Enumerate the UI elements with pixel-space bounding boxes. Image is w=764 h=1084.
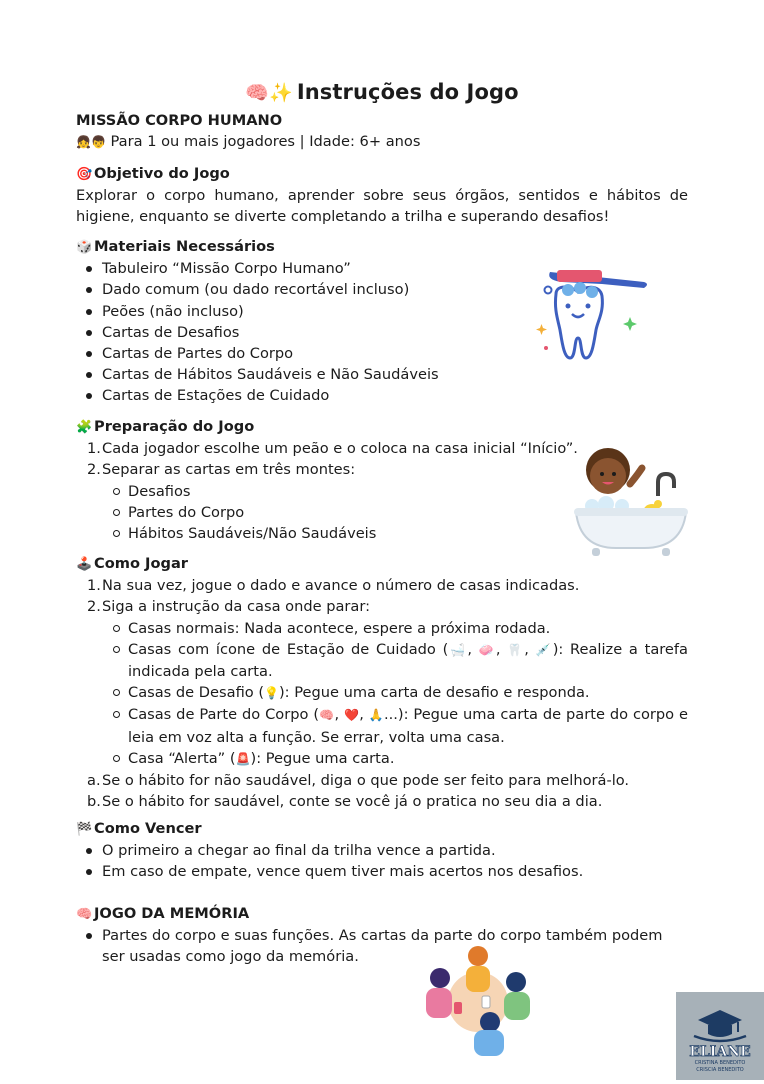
list-item: Casa “Alerta” (🚨): Pegue uma carta. [76,748,688,770]
memory-list [76,925,688,967]
lightbulb-icon: 💡 [264,686,279,701]
list-item: Casas normais: Nada acontece, espere a próxima rodada. [76,618,688,639]
list-item: Cartas de Partes do Corpo [76,343,546,364]
objective-text: Explorar o corpo humano, aprender sobre seus órgãos, sentidos e hábitos de higiene, enquanto se diverte completando a trilha e superando desafios! [76,187,688,226]
bathtub-icon: 🛁 [448,642,468,657]
tooth-icon: 🦷 [507,642,525,657]
list-item: 1. Na sua vez, jogue o dado e avance o número de casas indicadas. [87,577,580,595]
materials-heading: 🎲 Materiais Necessários [76,236,546,258]
memory-section [76,903,688,968]
players-info: 👧👦 Para 1 ou mais jogadores | Idade: 6+ anos [76,133,421,151]
objective-section [76,163,688,228]
graduation-cap-icon [676,992,764,1080]
how-to-play-section [76,553,688,812]
list-item: Dado comum (ou dado recortável incluso) [76,279,546,300]
list-item: Em caso de empate, vence quem tiver mais acertos nos desafios. [76,861,688,882]
list-item: 2. Separar as cartas em três montes: [87,461,356,479]
logo-line-2: CRISCIA BENEDITO [696,1067,744,1073]
author-logo [676,992,764,1080]
list-item: 1. Cada jogador escolhe um peão e o coloca na casa inicial “Início”. [87,440,578,458]
puzzle-icon: 🧩 [76,420,93,435]
logo-name: ELIANE [689,1044,751,1060]
list-item: Peões (não incluso) [76,301,546,322]
kids-group-illustration [418,942,538,1062]
list-item: 2. Siga a instrução da casa onde parar: [87,598,371,616]
play-steps [76,575,688,617]
win-heading: 🏁 Como Vencer [76,818,688,840]
alert-light-icon: 🚨 [235,751,251,766]
list-item: b. Se o hábito for saudável, conte se você já o pratica no seu dia a dia. [87,793,603,811]
checkered-flag-icon: 🏁 [76,822,93,837]
brain-icon: 🧠 [319,708,335,723]
materials-section [76,236,546,407]
list-item: Cartas de Hábitos Saudáveis e Não Saudáveis [76,364,546,385]
list-item: a. Se o hábito for não saudável, diga o que pode ser feito para melhorá-lo. [87,772,630,790]
list-item: Casas de Parte do Corpo (🧠, ❤️, 🙏...): Pegue uma carta de parte do corpo e leia em voz alta a função. Se errar, volta uma casa. [76,704,688,747]
cases-list [76,618,688,770]
list-item: Cartas de Desafios [76,322,546,343]
list-item: O primeiro a chegar ao final da trilha vence a partida. [76,840,688,861]
list-item: Cartas de Estações de Cuidado [76,385,546,406]
mission-heading: MISSÃO CORPO HUMANO [76,112,283,129]
baby-bath-illustration [572,444,690,560]
brain-sparkles-icon: 🧠✨ [245,82,293,104]
habits-list [76,770,688,812]
list-item: Partes do Corpo [76,502,688,523]
list-item: Desafios [76,481,688,502]
tooth-toothbrush-illustration [532,262,660,374]
hands-icon: 🙏 [368,708,384,723]
page-title: 🧠✨ Instruções do Jogo [245,80,519,104]
memory-heading: 🧠 JOGO DA MEMÓRIA [76,903,688,925]
materials-list [76,258,546,406]
heart-icon: ❤️ [344,708,360,723]
soap-icon: 🧼 [478,642,496,657]
list-item: Tabuleiro “Missão Corpo Humano” [76,258,546,279]
children-icon: 👧👦 [76,135,106,150]
list-item: Partes do corpo e suas funções. As cartas da parte do corpo também podem ser usadas como jogo da memória. [76,925,688,967]
syringe-icon: 💉 [535,642,553,657]
win-list [76,840,688,882]
win-section [76,818,688,883]
objective-heading: 🎯 Objetivo do Jogo [76,163,688,185]
brain-icon: 🧠 [76,907,93,922]
list-item: Hábitos Saudáveis/Não Saudáveis [76,523,688,544]
mission-section [76,110,688,153]
dice-icon: 🎲 [76,240,93,255]
logo-line-1: CRISTINA BENEDITO [694,1060,746,1066]
list-item: Casas de Desafio (💡): Pegue uma carta de desafio e responda. [76,682,688,704]
list-item: Casas com ícone de Estação de Cuidado (🛁, 🧼, 🦷, 💉): Realize a tarefa indicada pela carta. [76,639,688,682]
target-icon: 🎯 [76,167,93,182]
how-to-play-heading: 🕹️ Como Jogar [76,553,688,575]
joystick-icon: 🕹️ [76,557,93,572]
preparation-heading: 🧩 Preparação do Jogo [76,416,688,438]
